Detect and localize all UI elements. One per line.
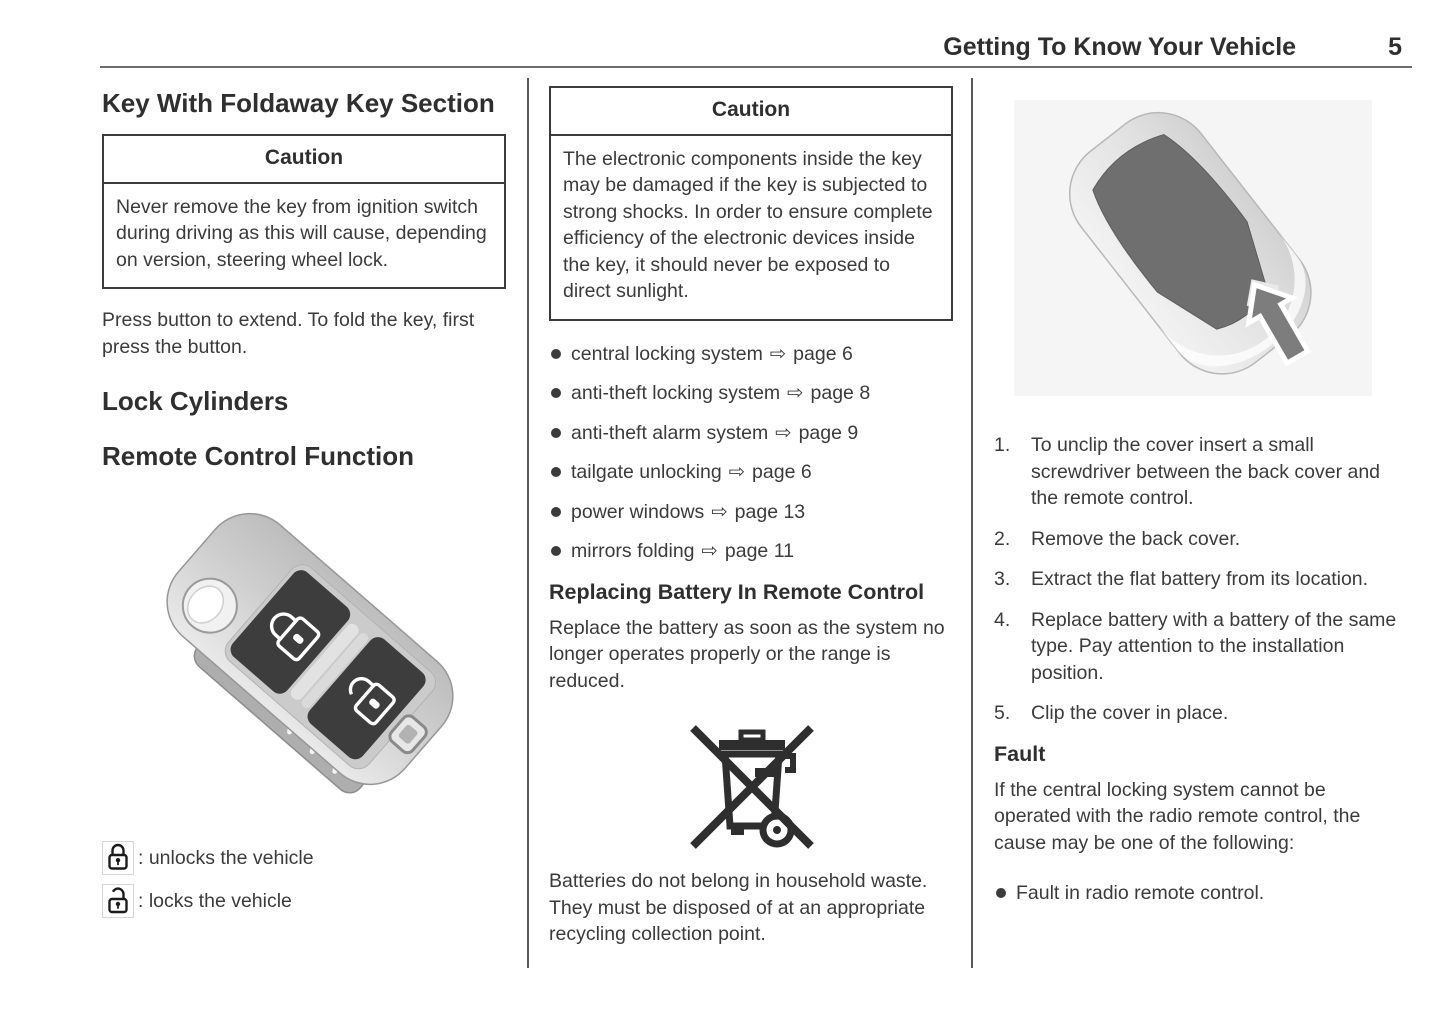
feature-label: central locking system [571,342,763,365]
feature-list [549,341,953,565]
step-item [994,432,1408,512]
caution-body: The electronic components inside the key may be damaged if the key is subjected to strong shocks. In order to ensure complete efficiency of the electronic devices inside the key, it should never be exposed to direct sunlight. [563,147,933,303]
heading-lock-cylinders: Lock Cylinders [102,386,289,417]
foldaway-key-image [130,493,490,805]
remote-back-cover-image [1014,100,1372,396]
header-rule [100,66,1412,68]
page-title: Getting To Know Your Vehicle [943,33,1297,61]
caution-title: Caution [104,136,504,184]
step-number: 1. [994,434,1011,456]
battery-section-heading: Replacing Battery In Remote Control [549,579,925,604]
legend-row-unlock [102,841,506,875]
page-ref-arrow-icon: ⇨ [787,382,804,405]
legend-text-lock: : locks the vehicle [138,889,292,912]
intro-paragraph: Press button to extend. To fold the key, first press the button. [102,309,475,358]
step-text: Clip the cover in place. [1031,702,1229,725]
list-item [549,538,953,565]
step-text: To unclip the cover insert a small screwdriver between the back cover and the remote control. [1031,434,1381,510]
step-text: Replace battery with a battery of the same type. Pay attention to the installation position. [1031,608,1397,684]
feature-label: anti-theft locking system [571,382,781,405]
padlock-closed-icon [102,841,134,875]
caution-body: Never remove the key from ignition switch during driving as this will cause, depending on version, steering wheel lock. [116,195,487,271]
bullet-icon [996,888,1006,898]
page-ref-arrow-icon: ⇨ [775,421,792,444]
bullet-icon [551,388,561,398]
feature-label: mirrors folding [571,540,695,563]
legend-text-unlock: : unlocks the vehicle [138,846,314,869]
feature-label: power windows [571,500,705,523]
page-ref: page 11 [724,540,794,563]
page-ref: page 13 [734,500,806,523]
page-number: 5 [1388,33,1402,61]
battery-paragraph: Replace the battery as soon as the system no longer operates properly or the range is reduced. [549,616,945,692]
fault-list [994,880,1408,907]
bullet-icon [551,507,561,517]
feature-label: tailgate unlocking [571,461,722,484]
page-ref: page 6 [752,461,812,484]
page-ref-arrow-icon: ⇨ [701,540,718,563]
step-number: 2. [994,527,1011,550]
step-item [994,700,1408,727]
list-item [994,880,1408,907]
crossed-out-bin-icon [671,710,831,860]
foldaway-key-illustration [130,493,506,805]
step-item [994,526,1408,553]
step-text: Extract the flat battery from its location. [1031,568,1369,591]
step-number: 5. [994,702,1011,725]
page-ref-arrow-icon: ⇨ [769,342,787,365]
bullet-icon [551,546,561,556]
disposal-paragraph: Batteries do not belong in household waste. They must be disposed of at an appropriate recycling collection point. [549,870,928,946]
remote-back-cover-illustration [1014,100,1372,396]
fault-heading: Fault [994,741,1046,766]
legend-row-lock [102,884,506,918]
column-divider-left [527,78,529,968]
caution-title: Caution [551,88,951,136]
list-item [549,459,953,486]
bullet-icon [551,349,561,359]
step-text: Remove the back cover. [1031,527,1241,550]
page-ref: page 8 [810,382,871,405]
list-item [549,499,953,526]
page-ref: page 9 [798,421,859,444]
section-title: Key With Foldaway Key Section [102,88,495,118]
padlock-open-icon [102,884,134,918]
left-column [102,86,506,927]
column-divider-right [971,78,973,968]
caution-box [102,134,506,289]
list-item [549,341,953,368]
battery-replacement-steps [994,432,1408,727]
middle-column [549,86,953,964]
step-number: 3. [994,568,1011,591]
heading-remote-control-function: Remote Control Function [102,440,414,471]
feature-label: anti-theft alarm system [571,421,769,444]
bullet-icon [551,467,561,477]
step-number: 4. [994,608,1011,631]
right-column [994,86,1408,921]
caution-box [549,86,953,321]
page-ref-arrow-icon: ⇨ [711,500,728,523]
page-ref: page 6 [793,342,853,365]
step-item [994,566,1408,593]
list-item [549,420,953,447]
bullet-icon [551,428,561,438]
fault-item-text: Fault in radio remote control. [1016,882,1265,905]
step-item [994,607,1408,687]
page-ref-arrow-icon: ⇨ [728,461,746,484]
fault-paragraph: If the central locking system cannot be operated with the radio remote control, the cause may be one of the following: [994,778,1361,854]
page-header [100,30,1412,64]
padlock-legend [102,841,506,918]
list-item [549,380,953,407]
